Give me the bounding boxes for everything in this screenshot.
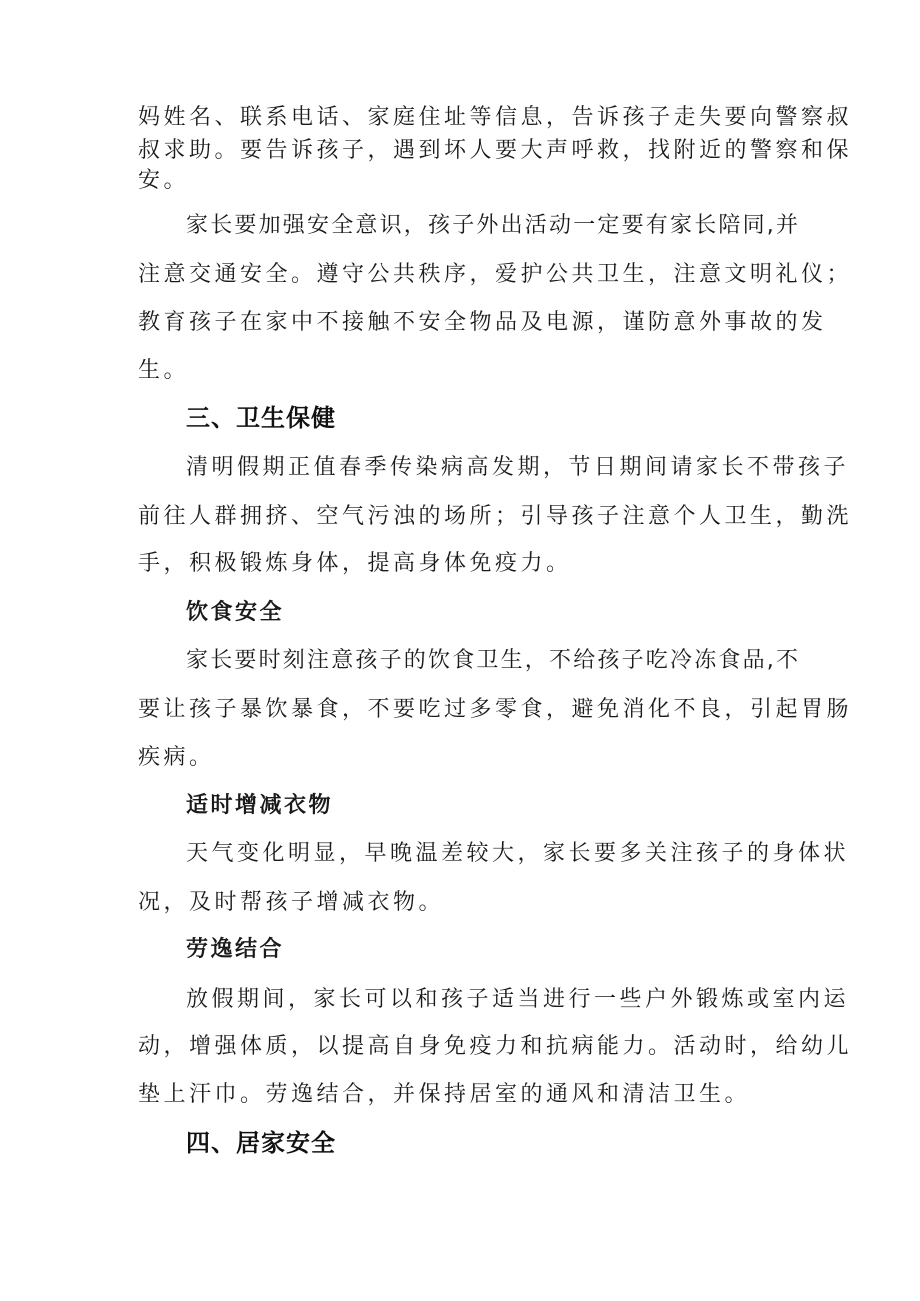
paragraph-line: 垫上汗巾。劳逸结合，并保持居室的通风和清洁卫生。 [138,1082,751,1107]
paragraph-line: 叔求助。要告诉孩子，遇到坏人要大声呼救，找附近的警察和保 [138,138,853,163]
paragraph-line: 况，及时帮孩子增减衣物。 [138,890,445,915]
subheading-food-safety: 饮食安全 [186,600,285,625]
paragraph-line: 教育孩子在家中不接触不安全物品及电源，谨防意外事故的发 [138,310,827,335]
section-heading-home-safety: 四、居家安全 [186,1129,336,1157]
paragraph-line: 家长要加强安全意识，孩子外出活动一定要有家长陪同,并 [186,213,801,238]
paragraph-line: 动，增强体质，以提高自身免疫力和抗病能力。活动时，给幼儿 [138,1034,853,1059]
paragraph-line: 生。 [138,358,190,383]
paragraph-line: 疾病。 [138,745,215,770]
subheading-work-rest: 劳逸结合 [186,937,285,962]
subheading-clothing: 适时增减衣物 [186,793,334,818]
paragraph-line: 天气变化明显，早晚温差较大，家长要多关注孩子的身体状 [186,841,850,866]
paragraph-line: 清明假期正值春季传染病高发期，节日期间请家长不带孩子 [186,455,850,480]
paragraph-line: 要让孩子暴饮暴食，不要吃过多零食，避免消化不良，引起胃肠 [138,697,853,722]
paragraph-line: 手，积极锻炼身体，提高身体免疫力。 [138,551,572,576]
paragraph-line: 前往人群拥挤、空气污浊的场所；引导孩子注意个人卫生，勤洗 [138,504,853,529]
paragraph-line: 妈姓名、联系电话、家庭住址等信息，告诉孩子走失要向警察叔 [138,105,853,130]
paragraph-line: 安。 [138,168,190,193]
paragraph-line: 放假期间，家长可以和孩子适当进行一些户外锻炼或室内运 [186,987,850,1012]
paragraph-line: 注意交通安全。遵守公共秩序，爱护公共卫生，注意文明礼仪； [138,262,853,287]
paragraph-line: 家长要时刻注意孩子的饮食卫生，不给孩子吃冷冻食品,不 [186,648,801,673]
section-heading-hygiene: 三、卫生保健 [186,404,336,432]
